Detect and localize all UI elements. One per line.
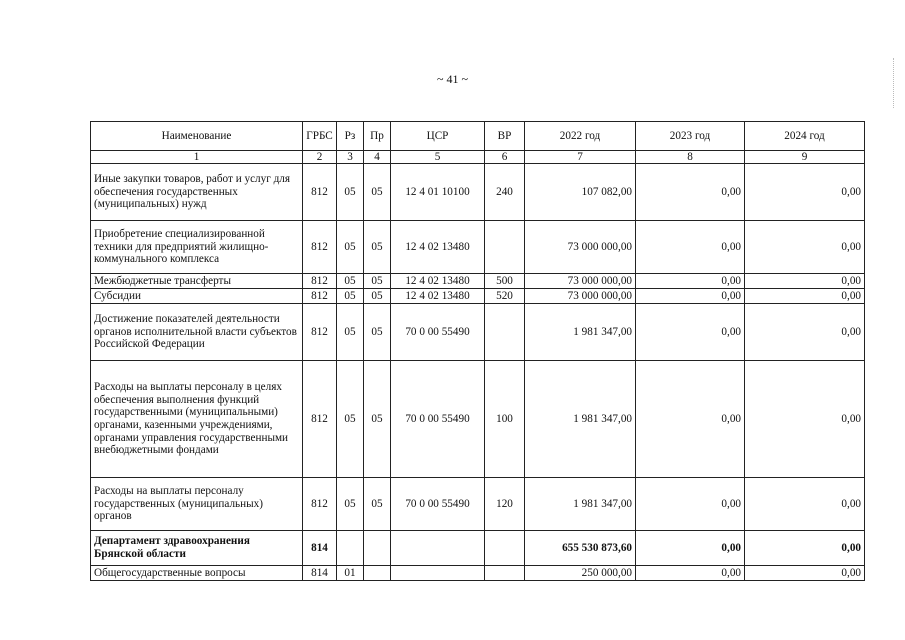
row-grbs: 812: [303, 164, 337, 221]
row-rz: 05: [337, 221, 364, 274]
row-pr: [364, 531, 391, 566]
row-csr: 70 0 00 55490: [391, 361, 485, 478]
row-2024: 0,00: [745, 164, 865, 221]
header-2023: 2023 год: [636, 122, 745, 151]
row-csr: 70 0 00 55490: [391, 304, 485, 361]
row-name: Межбюджетные трансферты: [91, 274, 303, 289]
row-2023: 0,00: [636, 361, 745, 478]
header-grbs: ГРБС: [303, 122, 337, 151]
table-body: [91, 164, 865, 581]
row-2024: 0,00: [745, 566, 865, 581]
column-number: 3: [337, 151, 364, 164]
table-row: [91, 566, 865, 581]
scan-edge-mark: [893, 58, 895, 108]
row-2023: 0,00: [636, 478, 745, 531]
row-rz: 05: [337, 304, 364, 361]
row-pr: 05: [364, 289, 391, 304]
row-rz: 05: [337, 289, 364, 304]
row-2023: 0,00: [636, 221, 745, 274]
row-2023: 0,00: [636, 566, 745, 581]
row-grbs: 812: [303, 478, 337, 531]
table-row: [91, 531, 865, 566]
row-2024: 0,00: [745, 478, 865, 531]
table-row: [91, 361, 865, 478]
row-2024: 0,00: [745, 274, 865, 289]
row-vr: 120: [485, 478, 525, 531]
row-2022: 1 981 347,00: [525, 478, 636, 531]
row-csr: [391, 531, 485, 566]
row-rz: [337, 531, 364, 566]
row-2023: 0,00: [636, 531, 745, 566]
column-number: 7: [525, 151, 636, 164]
row-name: Достижение показателей деятельности органов исполнительной власти субъектов Российской Федерации: [91, 304, 303, 361]
header-2022: 2022 год: [525, 122, 636, 151]
header-2024: 2024 год: [745, 122, 865, 151]
row-csr: 70 0 00 55490: [391, 478, 485, 531]
row-2022: 73 000 000,00: [525, 274, 636, 289]
row-pr: 05: [364, 304, 391, 361]
row-2024: 0,00: [745, 289, 865, 304]
row-name: Иные закупки товаров, работ и услуг для обеспечения государственных (муниципальных) нужд: [91, 164, 303, 221]
row-name: Общегосударственные вопросы: [91, 566, 303, 581]
row-csr: [391, 566, 485, 581]
row-2024: 0,00: [745, 221, 865, 274]
page-number: ~ 41 ~: [437, 72, 468, 86]
row-2022: 655 530 873,60: [525, 531, 636, 566]
table-row: [91, 289, 865, 304]
row-2022: 250 000,00: [525, 566, 636, 581]
header-name: Наименование: [91, 122, 303, 151]
column-number: 2: [303, 151, 337, 164]
table-row: [91, 478, 865, 531]
row-name: Расходы на выплаты персоналу государственных (муниципальных) органов: [91, 478, 303, 531]
column-number: 6: [485, 151, 525, 164]
row-2023: 0,00: [636, 274, 745, 289]
row-pr: 05: [364, 221, 391, 274]
row-2024: 0,00: [745, 304, 865, 361]
row-csr: 12 4 02 13480: [391, 221, 485, 274]
table-header-row: [91, 122, 865, 151]
row-2022: 73 000 000,00: [525, 221, 636, 274]
row-vr: 240: [485, 164, 525, 221]
header-vr: ВР: [485, 122, 525, 151]
row-pr: 05: [364, 478, 391, 531]
row-csr: 12 4 02 13480: [391, 289, 485, 304]
row-grbs: 814: [303, 566, 337, 581]
column-number: 8: [636, 151, 745, 164]
row-rz: 05: [337, 164, 364, 221]
row-rz: 05: [337, 478, 364, 531]
row-name: Расходы на выплаты персоналу в целях обеспечения выполнения функций государственными (муниципальными) органами, казенными учреждениями, органами управления государственными внебюджетными фондами: [91, 361, 303, 478]
row-vr: [485, 221, 525, 274]
row-2024: 0,00: [745, 361, 865, 478]
table-row: [91, 164, 865, 221]
budget-table: [90, 121, 865, 581]
row-rz: 05: [337, 361, 364, 478]
column-number: 1: [91, 151, 303, 164]
row-pr: 05: [364, 164, 391, 221]
row-grbs: 812: [303, 221, 337, 274]
column-number: 9: [745, 151, 865, 164]
row-vr: 520: [485, 289, 525, 304]
row-2022: 107 082,00: [525, 164, 636, 221]
table-row: [91, 221, 865, 274]
row-csr: 12 4 01 10100: [391, 164, 485, 221]
row-grbs: 814: [303, 531, 337, 566]
row-vr: [485, 566, 525, 581]
column-number: 5: [391, 151, 485, 164]
header-csr: ЦСР: [391, 122, 485, 151]
row-grbs: 812: [303, 304, 337, 361]
row-rz: 05: [337, 274, 364, 289]
row-name: Субсидии: [91, 289, 303, 304]
row-2024: 0,00: [745, 531, 865, 566]
row-vr: [485, 304, 525, 361]
table-row: [91, 274, 865, 289]
row-name: Приобретение специализированной техники для предприятий жилищно-коммунального комплекса: [91, 221, 303, 274]
row-2023: 0,00: [636, 304, 745, 361]
row-2022: 1 981 347,00: [525, 361, 636, 478]
row-name: Департамент здравоохранения Брянской области: [91, 531, 303, 566]
row-2022: 73 000 000,00: [525, 289, 636, 304]
table-row: [91, 304, 865, 361]
column-number: 4: [364, 151, 391, 164]
row-vr: [485, 531, 525, 566]
row-pr: [364, 566, 391, 581]
row-2023: 0,00: [636, 289, 745, 304]
header-pr: Пр: [364, 122, 391, 151]
row-2022: 1 981 347,00: [525, 304, 636, 361]
row-grbs: 812: [303, 274, 337, 289]
column-number-row: [91, 151, 865, 164]
row-rz: 01: [337, 566, 364, 581]
row-vr: 100: [485, 361, 525, 478]
header-rz: Рз: [337, 122, 364, 151]
row-grbs: 812: [303, 289, 337, 304]
row-pr: 05: [364, 274, 391, 289]
row-pr: 05: [364, 361, 391, 478]
row-grbs: 812: [303, 361, 337, 478]
row-vr: 500: [485, 274, 525, 289]
row-csr: 12 4 02 13480: [391, 274, 485, 289]
row-2023: 0,00: [636, 164, 745, 221]
